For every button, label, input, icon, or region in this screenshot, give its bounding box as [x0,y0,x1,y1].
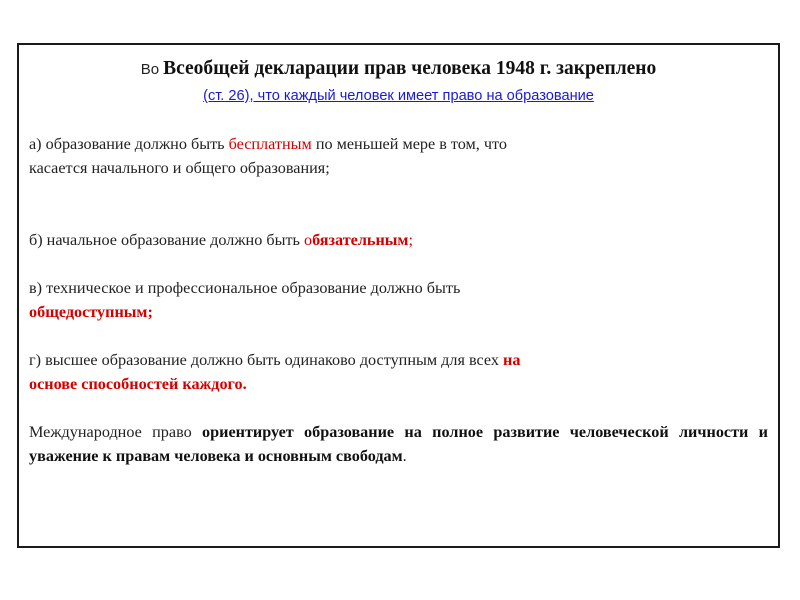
item-d-before: г) высшее образование должно быть одинаково доступным для всех [29,351,504,369]
item-b-before: б) начальное образование должно быть [29,231,304,249]
headline-prefix: Во [140,61,160,78]
item-d-highlight-line1: на [503,351,521,369]
subline [29,83,768,108]
item-b [29,228,768,252]
item-c-highlight: общедоступным; [29,303,153,321]
item-a-before: а) образование должно быть [29,135,229,153]
item-b-highlight-o: о [303,231,313,249]
spacer [29,108,768,132]
item-c-line1: в) техническое и профессиональное образование должно быть [29,279,461,297]
item-b-after: ; [408,231,413,249]
closing-paragraph [29,420,768,468]
item-d-highlight-line2: основе способностей каждого. [29,375,247,393]
spacer [29,324,768,348]
item-a-line2: касается начального и общего образования; [29,159,330,177]
item-c [29,276,768,324]
headline-title: Всеобщей декларации прав человека 1948 г. закреплено [163,58,657,79]
item-a-highlight: бесплатным [228,135,312,153]
item-b-highlight: бязательным [312,231,409,249]
item-a [29,132,768,180]
spacer [29,180,768,228]
item-a-after: по меньшей мере в том, что [311,135,507,153]
closing-bold: ориентирует образование на полное развитие человеческой личности и уважение к правам человека и основным свободам [29,423,769,465]
closing-plain: Международное право [29,423,203,441]
item-d [29,348,768,396]
content-box [17,43,780,548]
spacer [29,396,768,420]
headline [29,55,768,83]
article-link[interactable]: (ст. 26), что каждый человек имеет право на образование [203,88,594,104]
spacer [29,252,768,276]
closing-end: . [402,447,407,465]
